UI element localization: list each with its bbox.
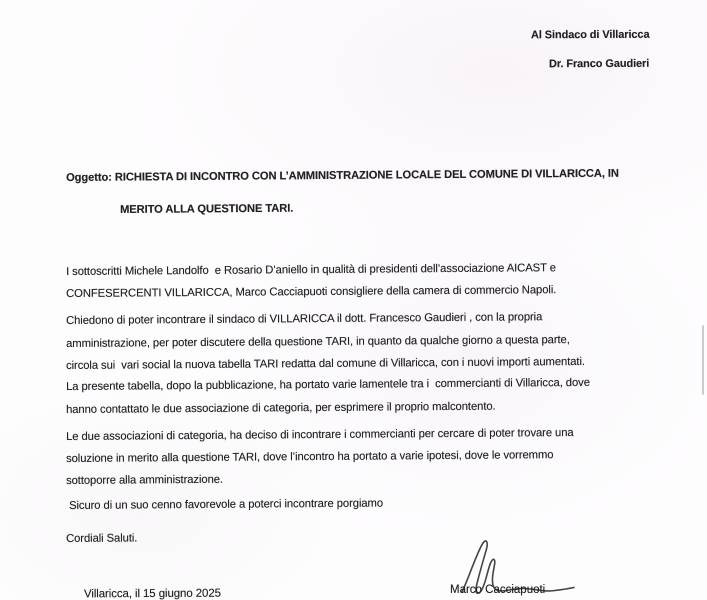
- subject-line-2: MERITO ALLA QUESTIONE TARI.: [120, 202, 294, 216]
- paragraph-3-line-2: hanno contattato le due associazione di categoria, per esprimere il proprio malcontento.: [66, 400, 496, 416]
- closing-line: Sicuro di un suo cenno favorevole a poterci incontrare porgiamo: [69, 497, 384, 512]
- paragraph-3-line-1: La presente tabella, dopo la pubblicazione, ha portato varie lamentele tra i commercianti di Villaricca, dove: [66, 376, 590, 393]
- paragraph-4-line-2: soluzione in merito alla questione TARI, dove l’incontro ha portato a varie ipotesi, dove le vorremmo: [66, 449, 554, 465]
- dateline: Villaricca, il 15 giugno 2025: [83, 587, 221, 600]
- recipient-line-2: Dr. Franco Gaudieri: [548, 57, 650, 71]
- subject-line-1: Oggetto: RICHIESTA DI INCONTRO CON L’AMMINISTRAZIONE LOCALE DEL COMUNE DI VILLARICCA, IN: [66, 167, 619, 184]
- salutation: Cordiali Saluti.: [66, 532, 138, 545]
- signature-block: [448, 540, 628, 600]
- scan-edge-artifact: [702, 325, 704, 395]
- paragraph-1-line-2: CONFESERCENTI VILLARICCA, Marco Cacciapuoti consigliere della camera di commercio Napoli.: [66, 284, 557, 300]
- recipient-line-1: Al Sindaco di Villaricca: [530, 28, 650, 42]
- paragraph-2-line-3: circola sui vari social la nuova tabella TARI redatta dal comune di Villaricca, con i nuovi importi aumentati.: [66, 355, 585, 372]
- paragraph-4-line-3: sottoporre alla amministrazione.: [66, 473, 224, 487]
- paragraph-1-line-1: I sottoscritti Michele Landolfo e Rosario D’aniello in qualità di presidenti dell’associazione AICAST e: [66, 262, 556, 278]
- signature-printed-name: Marco Cacciapuoti: [450, 584, 546, 596]
- paragraph-2-line-1: Chiedono di poter incontrare il sindaco di VILLARICCA il dott. Francesco Gaudieri , con la propria: [66, 311, 543, 327]
- paragraph-2-line-2: amministrazione, per poter discutere della questione TARI, in quanto da qualche giorno a questa parte,: [66, 334, 570, 350]
- paragraph-4-line-1: Le due associazioni di categoria, ha deciso di incontrare i commercianti per cercare di poter trovare una: [66, 427, 574, 443]
